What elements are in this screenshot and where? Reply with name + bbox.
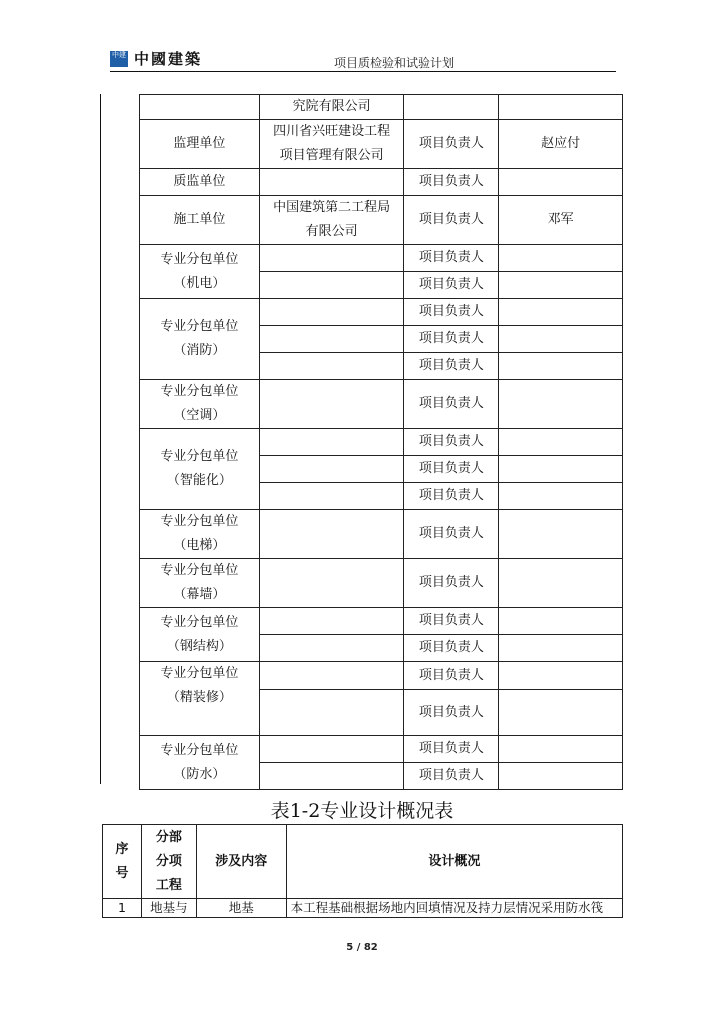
role-cell: 项目负责人 [404, 380, 499, 429]
role-cell: 项目负责人 [404, 483, 499, 510]
header-overview: 设计概况 [286, 825, 622, 899]
role-cell: 项目负责人 [404, 635, 499, 662]
name-cell [259, 690, 404, 736]
person-cell [499, 299, 623, 326]
name-cell [259, 559, 404, 608]
role-cell: 项目负责人 [404, 299, 499, 326]
table-row [140, 662, 623, 690]
person-cell: 赵应付 [499, 120, 623, 169]
name-cell [259, 736, 404, 763]
table-row [140, 95, 623, 120]
person-cell [499, 635, 623, 662]
person-cell [499, 608, 623, 635]
table-row [140, 196, 623, 245]
name-cell [259, 169, 404, 196]
person-cell [499, 559, 623, 608]
name-cell [259, 662, 404, 690]
role-cell: 项目负责人 [404, 608, 499, 635]
header-content: 涉及内容 [196, 825, 286, 899]
company-logo [110, 48, 202, 69]
name-cell [259, 299, 404, 326]
table-row [103, 899, 623, 918]
name-cell [259, 608, 404, 635]
person-cell: 邓军 [499, 196, 623, 245]
unit-cell: 监理单位 [140, 120, 260, 169]
name-cell: 四川省兴旺建设工程 项目管理有限公司 [259, 120, 404, 169]
overview-cell: 本工程基础根据场地内回填情况及持力层情况采用防水筏 [286, 899, 622, 918]
person-cell [499, 95, 623, 120]
name-cell [259, 456, 404, 483]
person-cell [499, 326, 623, 353]
table-row [140, 380, 623, 429]
table-header-row [103, 825, 623, 899]
name-cell [259, 483, 404, 510]
role-cell: 项目负责人 [404, 763, 499, 790]
role-cell: 项目负责人 [404, 456, 499, 483]
subcontract-unit-cell: 专业分包单位 （消防） [140, 299, 260, 380]
role-cell: 项目负责人 [404, 353, 499, 380]
person-cell [499, 483, 623, 510]
name-cell [259, 272, 404, 299]
role-cell: 项目负责人 [404, 559, 499, 608]
unit-cell [140, 95, 260, 120]
role-cell: 项目负责人 [404, 690, 499, 736]
name-cell [259, 380, 404, 429]
table-row [140, 559, 623, 608]
name-cell [259, 635, 404, 662]
design-overview-table [102, 824, 623, 918]
role-cell: 项目负责人 [404, 169, 499, 196]
person-cell [499, 662, 623, 690]
person-cell [499, 763, 623, 790]
person-cell [499, 690, 623, 736]
person-cell [499, 245, 623, 272]
role-cell: 项目负责人 [404, 326, 499, 353]
role-cell: 项目负责人 [404, 662, 499, 690]
person-cell [499, 456, 623, 483]
name-cell [259, 326, 404, 353]
participants-table [139, 94, 623, 790]
role-cell: 项目负责人 [404, 272, 499, 299]
name-cell: 究院有限公司 [259, 95, 404, 120]
header-no: 序 号 [103, 825, 142, 899]
unit-cell: 施工单位 [140, 196, 260, 245]
unit-cell: 质监单位 [140, 169, 260, 196]
logo-text: 中國建築 [134, 50, 203, 68]
role-cell: 项目负责人 [404, 429, 499, 456]
header-title: 项目质检验和试验计划 [334, 56, 455, 70]
subcontract-unit-cell: 专业分包单位 （钢结构） [140, 608, 260, 662]
name-cell [259, 510, 404, 559]
name-cell: 中国建筑第二工程局 有限公司 [259, 196, 404, 245]
no-cell: 1 [103, 899, 142, 918]
table-row [140, 429, 623, 456]
person-cell [499, 510, 623, 559]
person-cell [499, 736, 623, 763]
name-cell [259, 353, 404, 380]
table-row [140, 608, 623, 635]
header-division: 分部 分项 工程 [141, 825, 196, 899]
role-cell: 项目负责人 [404, 196, 499, 245]
division-cell: 地基与 [141, 899, 196, 918]
person-cell [499, 272, 623, 299]
person-cell [499, 380, 623, 429]
role-cell: 项目负责人 [404, 120, 499, 169]
table-caption: 表1-2专业设计概况表 [270, 800, 454, 822]
name-cell [259, 763, 404, 790]
subcontract-unit-cell: 专业分包单位 （智能化） [140, 429, 260, 510]
left-margin-rule [100, 94, 101, 784]
person-cell [499, 353, 623, 380]
page-header [110, 48, 616, 74]
subcontract-unit-cell: 专业分包单位 （精装修） [140, 662, 260, 736]
logo-mark-icon: 中建 [110, 51, 128, 67]
table-row [140, 299, 623, 326]
role-cell: 项目负责人 [404, 245, 499, 272]
subcontract-unit-cell: 专业分包单位 （机电） [140, 245, 260, 299]
table-row [140, 510, 623, 559]
table-row [140, 120, 623, 169]
subcontract-unit-cell: 专业分包单位 （防水） [140, 736, 260, 790]
subcontract-unit-cell: 专业分包单位 （空调） [140, 380, 260, 429]
name-cell [259, 245, 404, 272]
subcontract-unit-cell: 专业分包单位 （电梯） [140, 510, 260, 559]
page-number: 5 / 82 [346, 942, 378, 953]
role-cell [404, 95, 499, 120]
name-cell [259, 429, 404, 456]
header-divider [110, 71, 616, 72]
subcontract-unit-cell: 专业分包单位 （幕墙） [140, 559, 260, 608]
role-cell: 项目负责人 [404, 510, 499, 559]
person-cell [499, 429, 623, 456]
content-cell: 地基 [196, 899, 286, 918]
table-row [140, 736, 623, 763]
table-row [140, 169, 623, 196]
table-row [140, 245, 623, 272]
role-cell: 项目负责人 [404, 736, 499, 763]
person-cell [499, 169, 623, 196]
